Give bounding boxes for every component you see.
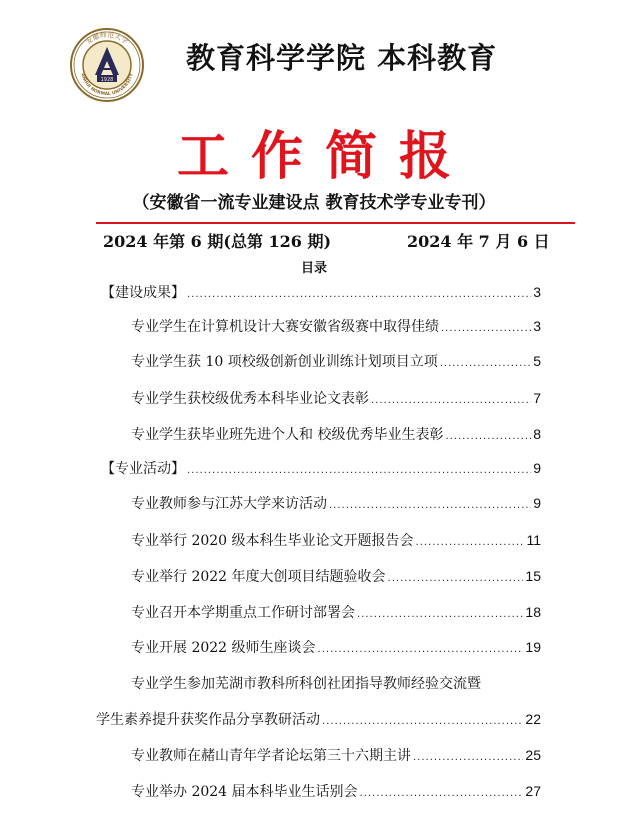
logo-year: 1928 bbox=[100, 77, 114, 83]
toc-entry-text: 专业举行 2020 级本科生毕业论文开题报告会 bbox=[131, 533, 414, 549]
toc-entry[interactable] bbox=[96, 710, 541, 731]
toc-entry-text: 专业学生获校级优秀本科毕业论文表彰 bbox=[131, 391, 369, 407]
toc-entry-text: 【建设成果】 bbox=[101, 285, 185, 301]
toc-entry-page: 3 bbox=[533, 318, 541, 334]
toc-entry-section-activities[interactable] bbox=[101, 459, 541, 480]
toc-entry-section-achievements[interactable] bbox=[101, 283, 541, 304]
toc-entry-text-line1[interactable]: 专业学生参加芜湖市教科所科创社团指导教师经验交流暨 bbox=[131, 676, 481, 692]
issue-number: 2024 年第 6 期(总第 126 期) bbox=[103, 232, 332, 251]
toc-entry[interactable] bbox=[131, 389, 541, 410]
toc-entry[interactable] bbox=[131, 531, 541, 552]
issue-date: 2024 年 7 月 6 日 bbox=[407, 232, 550, 251]
leader-dots bbox=[445, 428, 531, 446]
leader-dots bbox=[360, 785, 524, 803]
toc-entry[interactable] bbox=[131, 603, 541, 624]
toc-entry-page: 3 bbox=[533, 284, 541, 300]
leader-dots bbox=[388, 570, 524, 588]
toc-entry[interactable] bbox=[131, 317, 541, 338]
toc-entry-page: 18 bbox=[525, 604, 541, 620]
leader-dots bbox=[187, 286, 531, 304]
toc-entry-page: 25 bbox=[525, 747, 541, 763]
college-title: 教育科学学院 本科教育 bbox=[186, 41, 498, 75]
leader-dots bbox=[371, 392, 531, 410]
toc-entry-page: 22 bbox=[525, 711, 541, 727]
leader-dots bbox=[441, 320, 531, 338]
toc-entry[interactable] bbox=[131, 746, 541, 767]
logo-text-bottom: ANHUI NORMAL UNIVERSITY bbox=[79, 72, 135, 98]
toc-entry-text: 专业学生在计算机设计大赛安徽省级赛中取得佳绩 bbox=[131, 319, 439, 335]
toc-entry-page: 5 bbox=[533, 353, 541, 369]
toc-entry[interactable] bbox=[131, 494, 541, 515]
toc-entry-text: 专业召开本学期重点工作研讨部署会 bbox=[131, 605, 355, 621]
leader-dots bbox=[187, 462, 531, 480]
bulletin-title: 工作简报 bbox=[176, 126, 473, 187]
toc-title: 目录 bbox=[300, 261, 327, 276]
toc-entry-text: 专业举行 2022 年度大创项目结题验收会 bbox=[131, 569, 386, 585]
toc-entry-page: 9 bbox=[533, 460, 541, 476]
toc-entry[interactable] bbox=[131, 567, 541, 588]
toc-entry-page: 15 bbox=[525, 568, 541, 584]
toc-entry-text: 【专业活动】 bbox=[101, 461, 185, 477]
toc-entry-text: 专业举办 2024 届本科毕业生话别会 bbox=[131, 784, 358, 800]
toc-entry[interactable] bbox=[131, 782, 541, 803]
toc-entry-page: 11 bbox=[526, 532, 541, 548]
leader-dots bbox=[416, 534, 525, 552]
toc-entry-text: 学生素养提升获奖作品分享教研活动 bbox=[96, 712, 320, 728]
leader-dots bbox=[318, 641, 524, 659]
leader-dots bbox=[322, 713, 523, 731]
toc-entry-text: 专业学生获毕业班先进个人和 校级优秀毕业生表彰 bbox=[131, 427, 444, 443]
toc-entry[interactable] bbox=[131, 425, 541, 446]
toc-entry[interactable] bbox=[131, 352, 541, 373]
logo-text-top: 安徽师范大学 bbox=[84, 30, 130, 46]
leader-dots bbox=[357, 606, 523, 624]
leader-dots bbox=[413, 749, 523, 767]
toc-entry-page: 7 bbox=[533, 390, 541, 406]
toc-entry[interactable] bbox=[131, 638, 541, 659]
toc-entry-page: 9 bbox=[533, 495, 541, 511]
toc-entry-page: 19 bbox=[525, 639, 541, 655]
toc-entry-text: 专业教师参与江苏大学来访活动 bbox=[131, 496, 327, 512]
toc-entry-page: 8 bbox=[533, 426, 541, 442]
toc-entry-text: 专业开展 2022 级师生座谈会 bbox=[131, 640, 316, 656]
toc-entry-text: 专业学生获 10 项校级创新创业训练计划项目立项 bbox=[131, 354, 438, 370]
special-edition-subtitle: （安徽省一流专业建设点 教育技术学专业专刊） bbox=[132, 193, 496, 213]
leader-dots bbox=[329, 497, 531, 515]
toc-entry-text: 专业教师在赭山青年学者论坛第三十六期主讲 bbox=[131, 748, 411, 764]
toc-entry-page: 27 bbox=[525, 783, 541, 799]
leader-dots bbox=[440, 355, 531, 373]
